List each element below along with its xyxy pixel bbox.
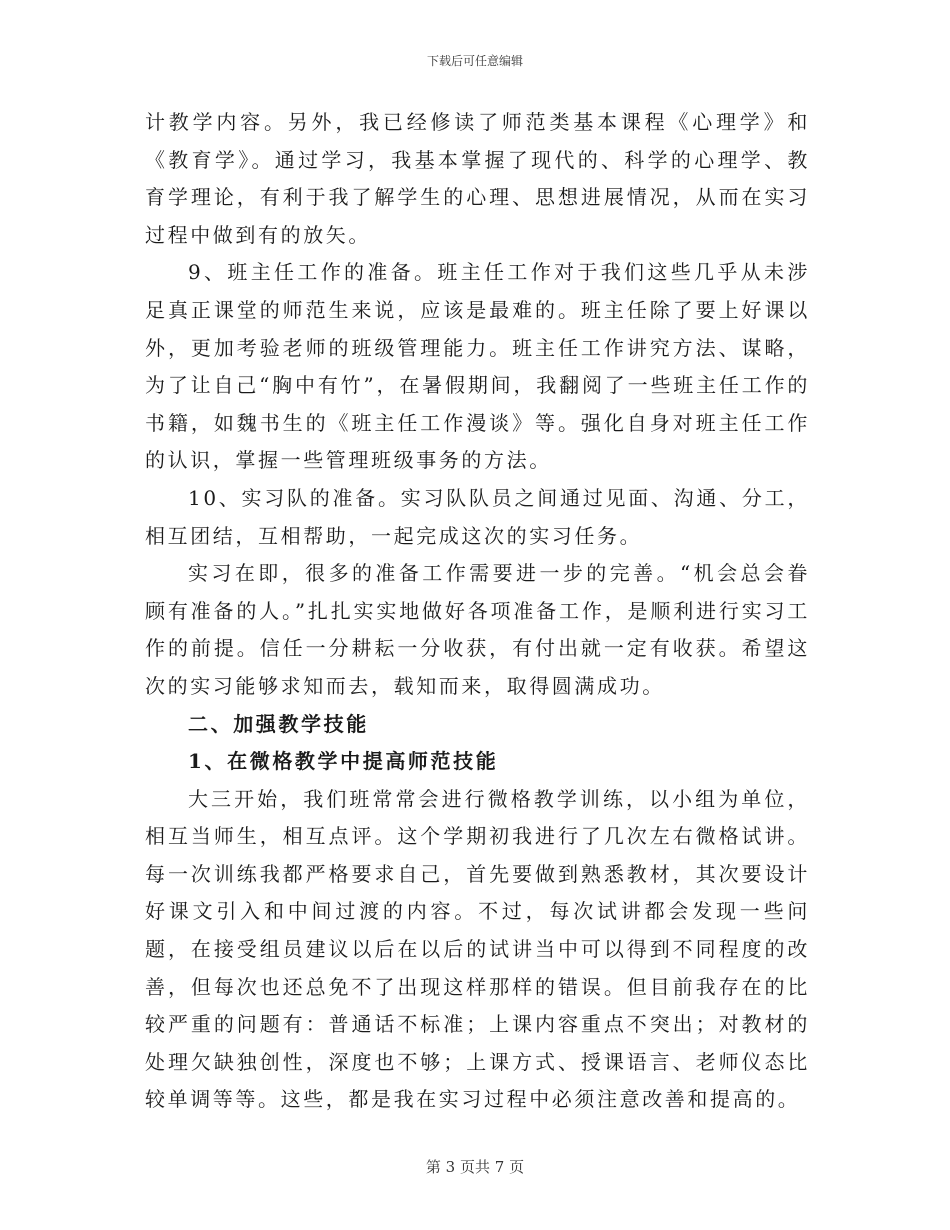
subsection-heading: 1、在微格教学中提高师范技能 <box>188 749 499 774</box>
paragraph-continuation: 计教学内容。另外，我已经修读了师范类基本课程《心理学》和《教育学》。通过学习，我基本掌握了现代的、科学的心理学、教育学理论，有利于我了解学生的心理、思想进展情况，从而在实习过程中做到有的放矢。 <box>145 110 810 247</box>
document-body <box>145 104 810 1119</box>
paragraph-summary: 实习在即，很多的准备工作需要进一步的完善。“机会总会眷顾有准备的人。”扎扎实实地做好各项准备工作，是顺利进行实习工作的前提。信任一分耕耘一分收获，有付出就一定有收获。希望这次的实习能够求知而去，载知而来，取得圆满成功。 <box>145 561 810 698</box>
paragraph-item-9: 9、班主任工作的准备。班主任工作对于我们这些几乎从未涉足真正课堂的师范生来说，应该是最难的。班主任除了要上好课以外，更加考验老师的班级管理能力。班主任工作讲究方法、谋略，为了让自己“胸中有竹”，在暑假期间，我翻阅了一些班主任工作的书籍，如魏书生的《班主任工作漫谈》等。强化自身对班主任工作的认识，掌握一些管理班级事务的方法。 <box>145 260 810 473</box>
paragraph-item-10: 10、实习队的准备。实习队队员之间通过见面、沟通、分工，相互团结，互相帮助，一起完成这次的实习任务。 <box>145 485 810 548</box>
page-header: 下载后可任意编辑 <box>426 54 523 68</box>
page-number: 第 3 页共 7 页 <box>425 1158 525 1176</box>
section-heading: 二、加强教学技能 <box>188 711 369 736</box>
paragraph-microteaching: 大三开始，我们班常常会进行微格教学训练，以小组为单位，相互当师生，相互点评。这个学期初我进行了几次左右微格试讲。每一次训练我都严格要求自己，首先要做到熟悉教材，其次要设计好课文引入和中间过渡的内容。不过，每次试讲都会发现一些问题，在接受组员建议以后在以后的试讲当中可以得到不同程度的改善，但每次也还总免不了出现这样那样的错误。但目前我存在的比较严重的问题有：普通话不标准；上课内容重点不突出；对教材的处理欠缺独创性，深度也不够；上课方式、授课语言、老师仪态比较单调等等。这些，都是我在实习过程中必须注意改善和提高的。 <box>145 786 810 1112</box>
